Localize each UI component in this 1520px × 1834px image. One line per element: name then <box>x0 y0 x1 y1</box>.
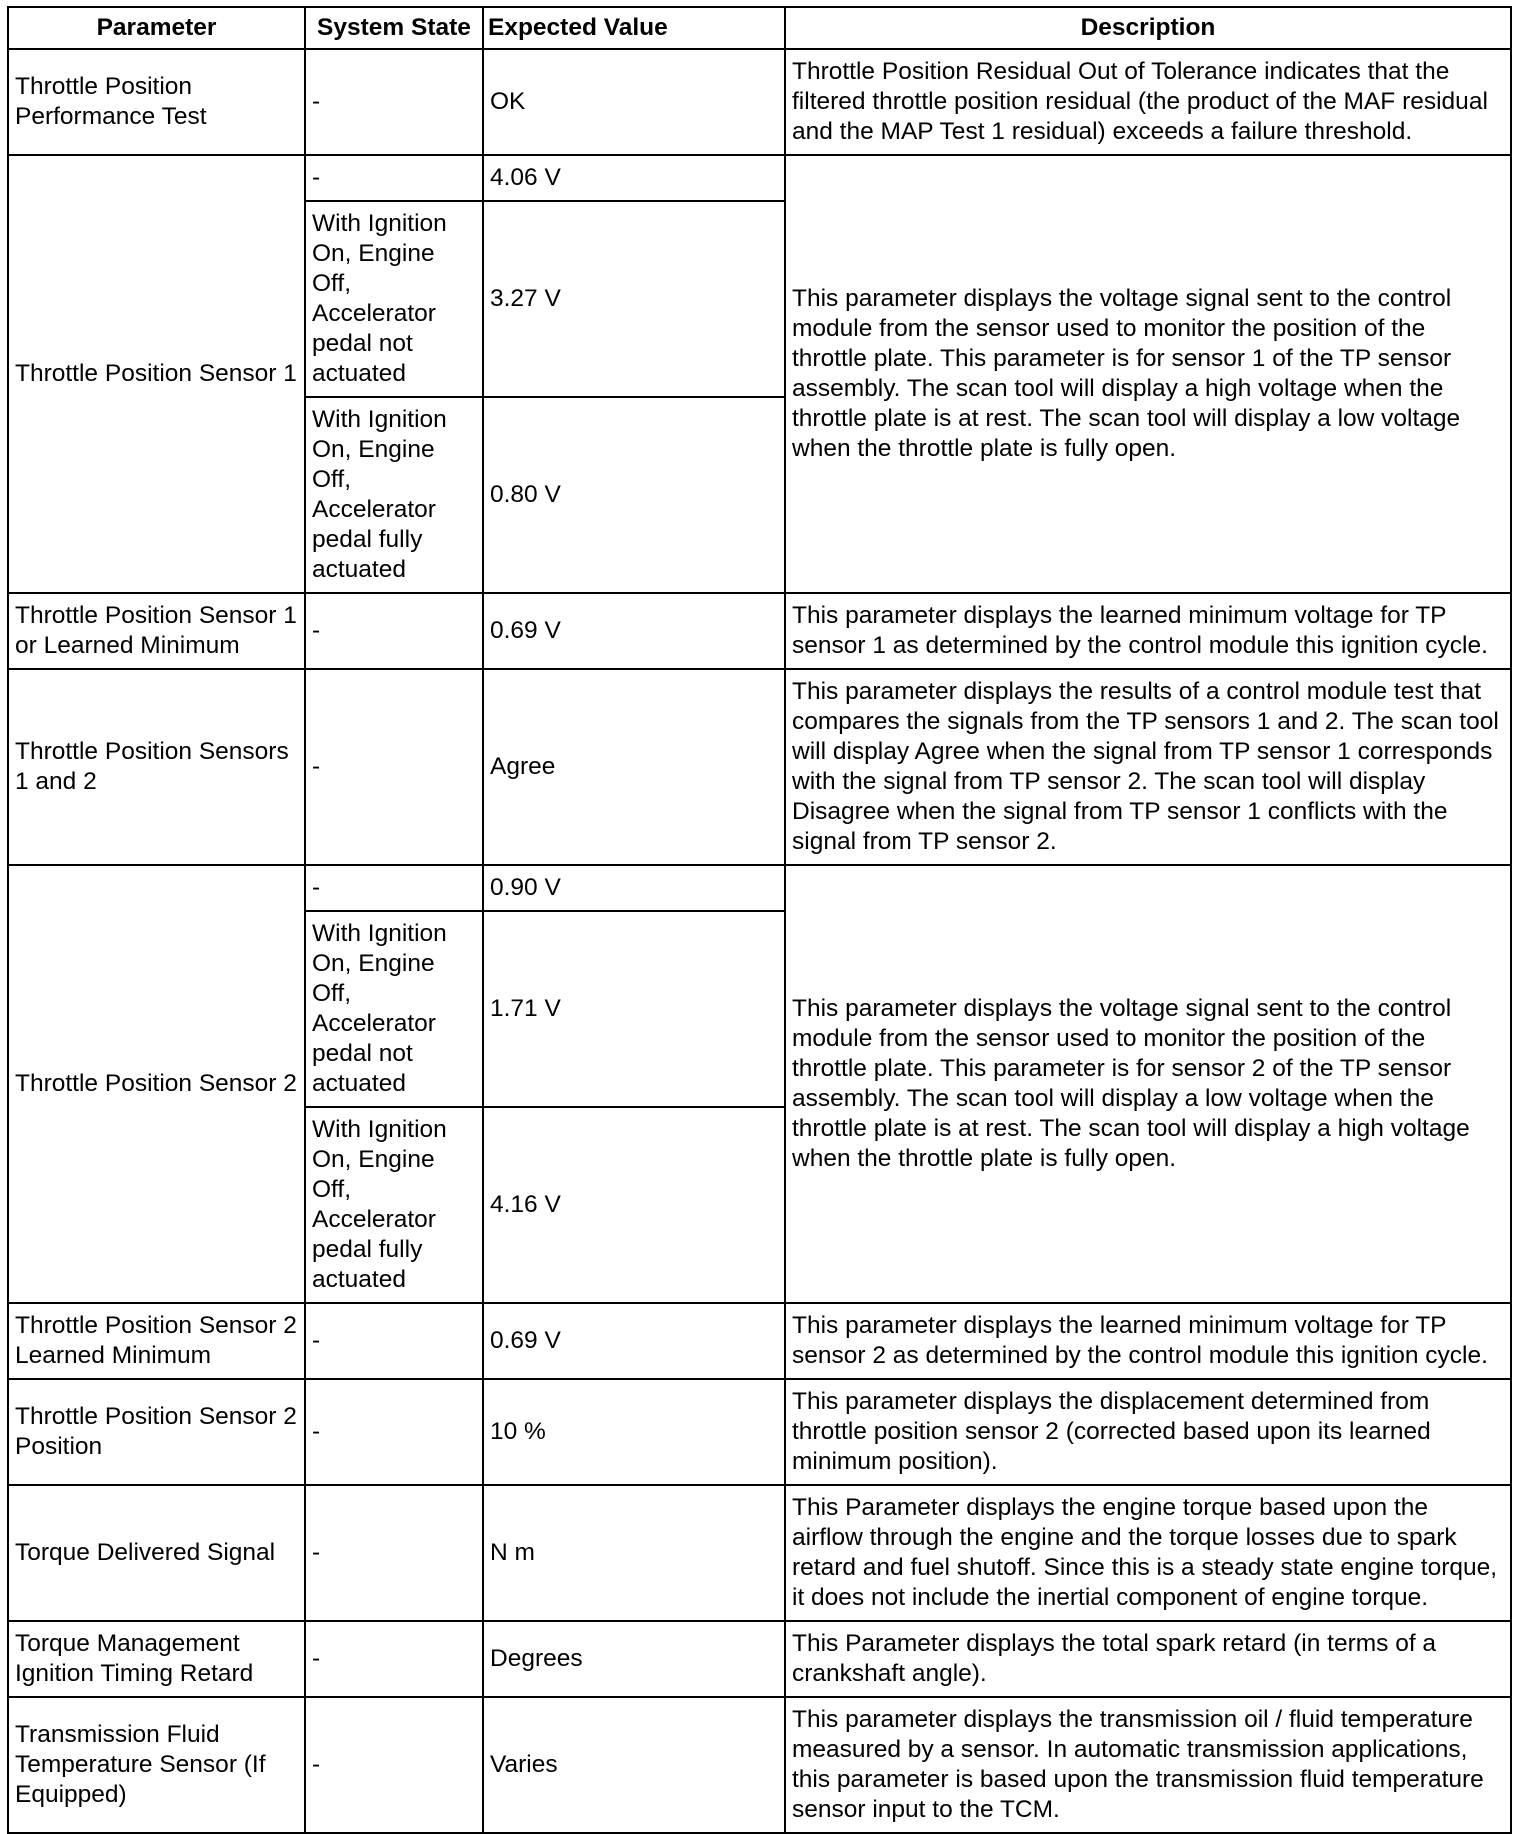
parameter-cell: Torque Management Ignition Timing Retard <box>8 1621 305 1697</box>
system-state-cell: - <box>305 49 483 155</box>
system-state-cell: - <box>305 865 483 911</box>
description-cell: This Parameter displays the total spark retard (in terms of a crankshaft angle). <box>785 1621 1511 1697</box>
system-state-cell: With Ignition On, Engine Off, Accelerator pedal not actuated <box>305 911 483 1107</box>
table-row <box>8 1485 1511 1621</box>
table-row <box>8 593 1511 669</box>
description-cell: This parameter displays the transmission oil / fluid temperature measured by a sensor. In automatic transmission applications, this parameter is based upon the transmission fluid temperature sensor input to the TCM. <box>785 1697 1511 1833</box>
description-cell: This parameter displays the learned minimum voltage for TP sensor 2 as determined by the control module this ignition cycle. <box>785 1303 1511 1379</box>
description-cell: This parameter displays the displacement determined from throttle position sensor 2 (corrected based upon its learned minimum position). <box>785 1379 1511 1485</box>
system-state-cell: With Ignition On, Engine Off, Accelerator pedal not actuated <box>305 201 483 397</box>
expected-value-cell: 10 % <box>483 1379 785 1485</box>
expected-value-cell: OK <box>483 49 785 155</box>
expected-value-cell: 0.80 V <box>483 397 785 593</box>
description-cell: This parameter displays the voltage signal sent to the control module from the sensor used to monitor the position of the throttle plate. This parameter is for sensor 2 of the TP sensor assembly. The scan tool will display a low voltage when the throttle plate is at rest. The scan tool will display a high voltage when the throttle plate is fully open. <box>785 865 1511 1303</box>
document-page <box>7 6 1512 1834</box>
parameter-cell: Throttle Position Sensors 1 and 2 <box>8 669 305 865</box>
table-row <box>8 155 1511 201</box>
parameter-cell: Throttle Position Sensor 2 <box>8 865 305 1303</box>
header-parameter: Parameter <box>8 7 305 49</box>
table-row <box>8 49 1511 155</box>
parameter-cell: Torque Delivered Signal <box>8 1485 305 1621</box>
expected-value-cell: Degrees <box>483 1621 785 1697</box>
description-cell: This Parameter displays the engine torque based upon the airflow through the engine and the torque losses due to spark retard and fuel shutoff. Since this is a steady state engine torque, it does not include the inertial component of engine torque. <box>785 1485 1511 1621</box>
system-state-cell: With Ignition On, Engine Off, Accelerator pedal fully actuated <box>305 397 483 593</box>
system-state-cell: - <box>305 155 483 201</box>
system-state-cell: - <box>305 1621 483 1697</box>
system-state-cell: - <box>305 669 483 865</box>
parameter-cell: Throttle Position Sensor 1 or Learned Minimum <box>8 593 305 669</box>
expected-value-cell: 4.16 V <box>483 1107 785 1303</box>
table-row <box>8 1303 1511 1379</box>
header-description: Description <box>785 7 1511 49</box>
system-state-cell: - <box>305 593 483 669</box>
system-state-cell: - <box>305 1379 483 1485</box>
expected-value-cell: 4.06 V <box>483 155 785 201</box>
table-row <box>8 1621 1511 1697</box>
description-cell: This parameter displays the results of a control module test that compares the signals from the TP sensors 1 and 2. The scan tool will display Agree when the signal from TP sensor 1 corresponds with the signal from TP sensor 2. The scan tool will display Disagree when the signal from TP sensor 1 conflicts with the signal from TP sensor 2. <box>785 669 1511 865</box>
table-header-row <box>8 7 1511 49</box>
system-state-cell: - <box>305 1303 483 1379</box>
header-system-state: System State <box>305 7 483 49</box>
expected-value-cell: 1.71 V <box>483 911 785 1107</box>
description-cell: This parameter displays the voltage signal sent to the control module from the sensor used to monitor the position of the throttle plate. This parameter is for sensor 1 of the TP sensor assembly. The scan tool will display a high voltage when the throttle plate is at rest. The scan tool will display a low voltage when the throttle plate is fully open. <box>785 155 1511 593</box>
description-cell: Throttle Position Residual Out of Tolerance indicates that the filtered throttle position residual (the product of the MAF residual and the MAP Test 1 residual) exceeds a failure threshold. <box>785 49 1511 155</box>
parameter-table <box>7 6 1512 1834</box>
table-row <box>8 865 1511 911</box>
parameter-cell: Throttle Position Sensor 2 Learned Minimum <box>8 1303 305 1379</box>
expected-value-cell: 0.69 V <box>483 593 785 669</box>
parameter-cell: Throttle Position Performance Test <box>8 49 305 155</box>
expected-value-cell: 3.27 V <box>483 201 785 397</box>
expected-value-cell: Varies <box>483 1697 785 1833</box>
table-row <box>8 1697 1511 1833</box>
expected-value-cell: 0.90 V <box>483 865 785 911</box>
expected-value-cell: N m <box>483 1485 785 1621</box>
parameter-cell: Throttle Position Sensor 1 <box>8 155 305 593</box>
system-state-cell: With Ignition On, Engine Off, Accelerator pedal fully actuated <box>305 1107 483 1303</box>
header-expected-value: Expected Value <box>483 7 785 49</box>
expected-value-cell: Agree <box>483 669 785 865</box>
table-row <box>8 1379 1511 1485</box>
system-state-cell: - <box>305 1485 483 1621</box>
parameter-cell: Transmission Fluid Temperature Sensor (If Equipped) <box>8 1697 305 1833</box>
description-cell: This parameter displays the learned minimum voltage for TP sensor 1 as determined by the control module this ignition cycle. <box>785 593 1511 669</box>
table-row <box>8 669 1511 865</box>
expected-value-cell: 0.69 V <box>483 1303 785 1379</box>
parameter-cell: Throttle Position Sensor 2 Position <box>8 1379 305 1485</box>
system-state-cell: - <box>305 1697 483 1833</box>
